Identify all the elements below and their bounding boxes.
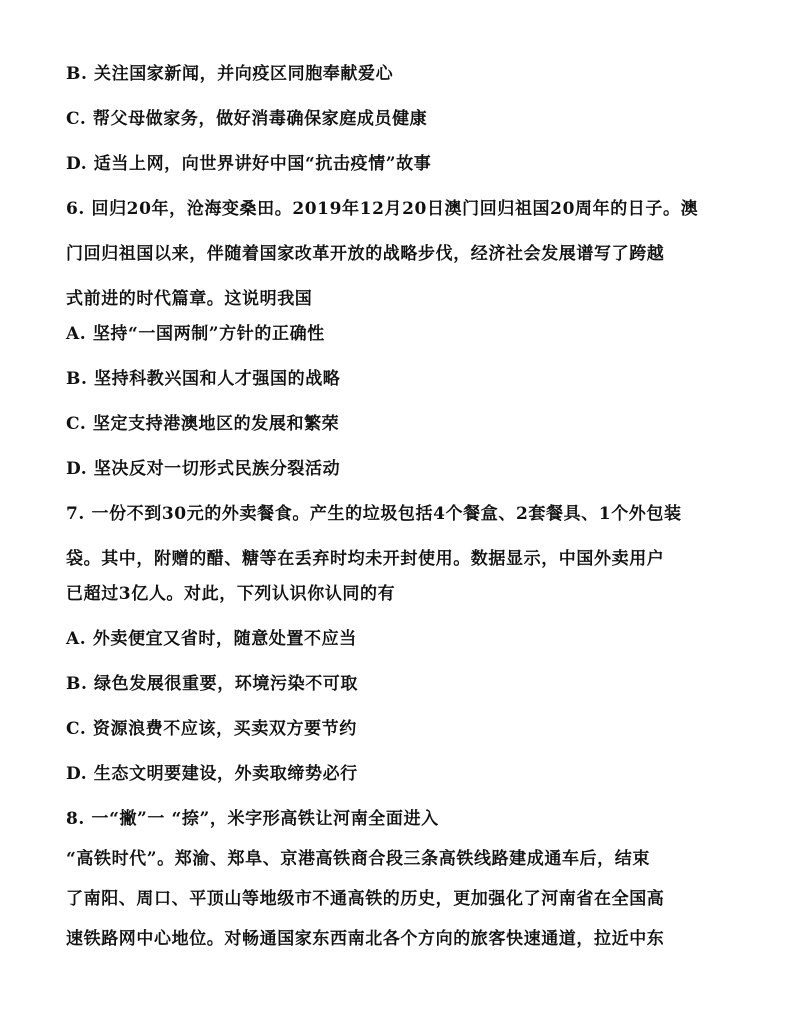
question-6-line-1: 6. 回归20年，沧海变桑田。2019年12月20日澳门回归祖国20周年的日子。澳 (66, 199, 699, 219)
question-8-line-4: 速铁路网中心地位。对畅通国家东西南北各个方向的旅客快速通道，拉近中东 (66, 929, 665, 949)
question-7-line-1: 7. 一份不到30元的外卖餐食。产生的垃圾包括4个餐盒、2套餐具、1个外包装 (66, 504, 682, 524)
option-7a: A. 外卖便宜又省时，随意处置不应当 (66, 629, 357, 649)
question-7-line-2: 袋。其中，附赠的醋、糖等在丢弃时均未开封使用。数据显示，中国外卖用户 (66, 549, 665, 569)
question-8-line-2: “高铁时代”。郑渝、郑阜、京港高铁商合段三条高铁线路建成通车后，结束 (66, 849, 650, 869)
option-6d: D. 坚决反对一切形式民族分裂活动 (66, 459, 341, 479)
option-7d: D. 生态文明要建设，外卖取缔势必行 (66, 764, 358, 784)
question-8-line-3: 了南阳、周口、平顶山等地级市不通高铁的历史，更加强化了河南省在全国高 (66, 889, 665, 909)
question-7-line-3: 已超过3亿人。对此，下列认识你认同的有 (66, 584, 396, 604)
question-8-line-1: 8. 一“撇”一 “捺”，米字形高铁让河南全面进入 (66, 809, 439, 829)
option-6b: B. 坚持科教兴国和人才强国的战略 (66, 369, 341, 389)
option-5b: B. 关注国家新闻，并向疫区同胞奉献爱心 (66, 64, 394, 84)
question-6-line-2: 门回归祖国以来，伴随着国家改革开放的战略步伐，经济社会发展谱写了跨越 (66, 244, 665, 264)
question-6-line-3: 式前进的时代篇章。这说明我国 (66, 289, 313, 309)
option-6a: A. 坚持“一国两制”方针的正确性 (66, 324, 325, 344)
option-6c: C. 坚定支持港澳地区的发展和繁荣 (66, 414, 340, 434)
option-5c: C. 帮父母做家务，做好消毒确保家庭成员健康 (66, 109, 428, 129)
option-7c: C. 资源浪费不应该，买卖双方要节约 (66, 719, 357, 739)
option-7b: B. 绿色发展很重要，环境污染不可取 (66, 674, 359, 694)
option-5d: D. 适当上网，向世界讲好中国“抗击疫情”故事 (66, 154, 432, 174)
